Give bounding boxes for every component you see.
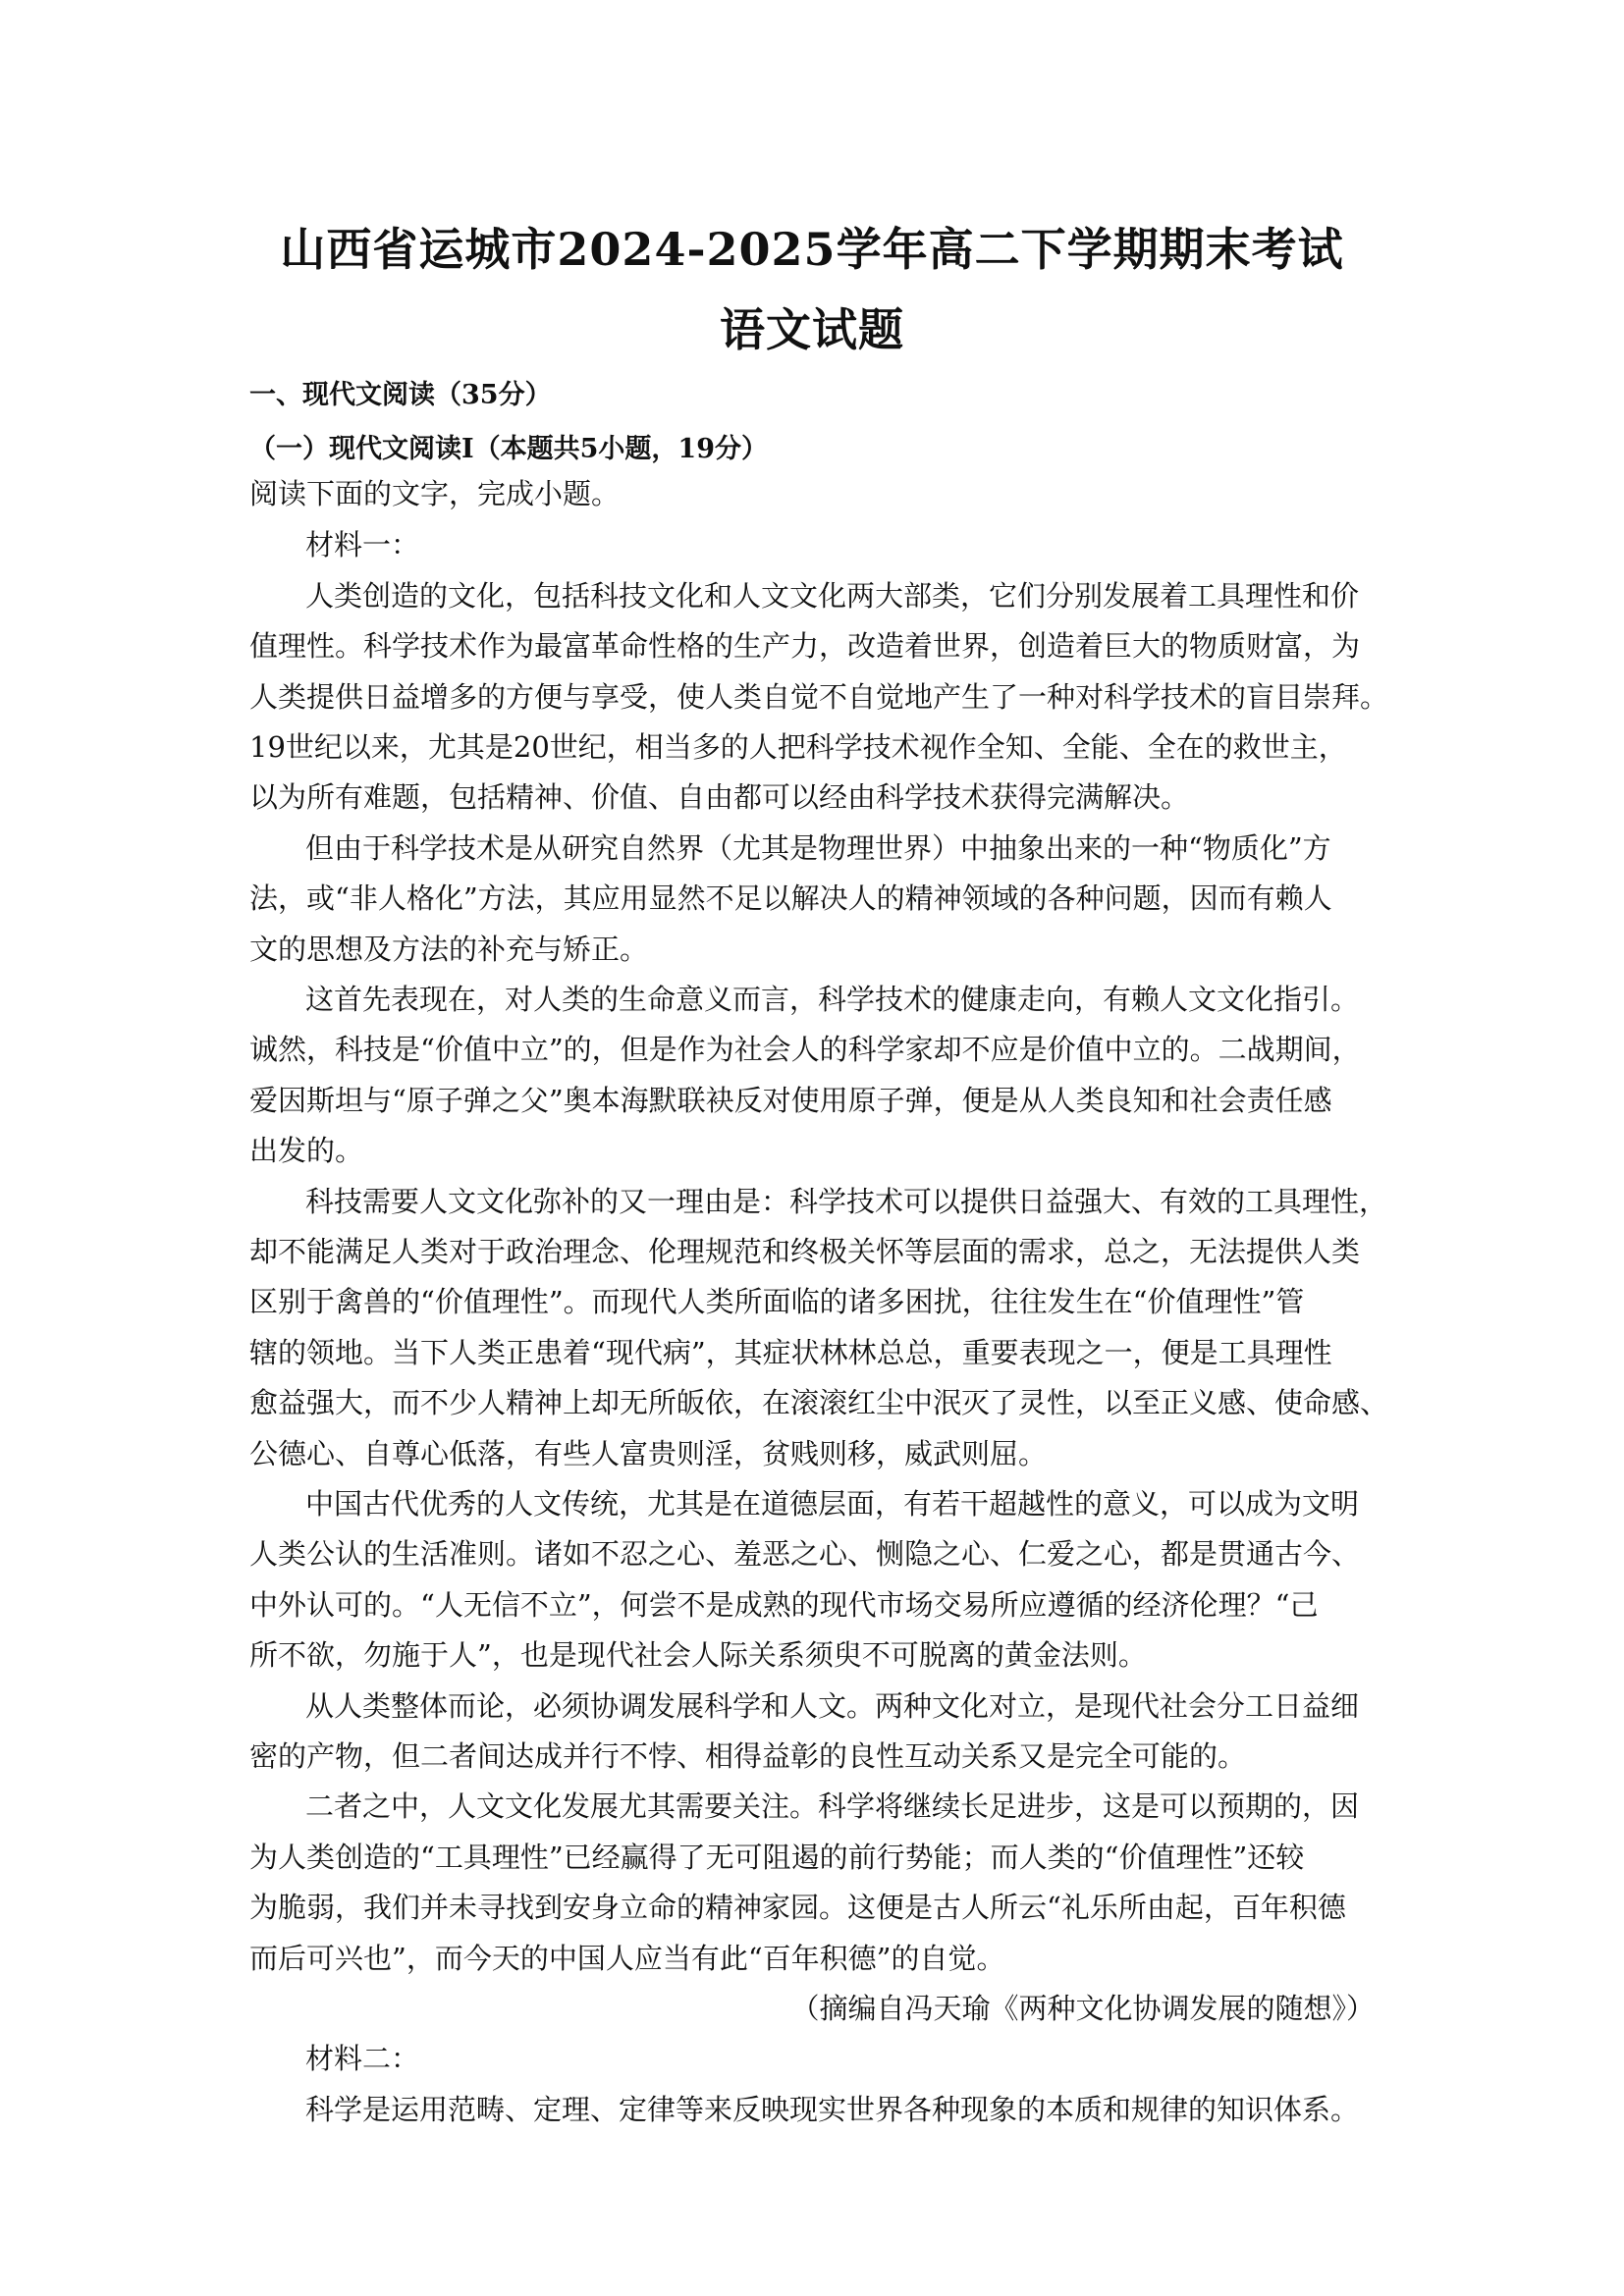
subsection-heading: （一）现代文阅读Ⅰ（本题共5小题，19分）: [249, 434, 768, 464]
paragraph-line: 却不能满足人类对于政治理念、伦理规范和终极关怀等层面的需求，总之，无法提供人类: [249, 1235, 1361, 1268]
paragraph-line: 科学是运用范畴、定理、定律等来反映现实世界各种现象的本质和规律的知识体系。: [305, 2093, 1360, 2126]
paragraph-line: 出发的。: [249, 1134, 364, 1167]
exam-subtitle: 语文试题: [720, 303, 904, 356]
paragraph-line: 人类创造的文化，包括科技文化和人文文化两大部类，它们分别发展着工具理性和价: [305, 579, 1360, 613]
paragraph-line: 这首先表现在，对人类的生命意义而言，科学技术的健康走向，有赖人文文化指引。: [305, 983, 1360, 1016]
paragraph-line: 中外认可的。“人无信不立”，何尝不是成熟的现代市场交易所应遵循的经济伦理？“己: [249, 1588, 1319, 1622]
source-citation: （摘编自冯天瑜《两种文化协调发展的随想》）: [790, 1992, 1375, 2025]
paragraph-line: 科技需要人文文化弥补的又一理由是：科学技术可以提供日益强大、有效的工具理性，: [305, 1185, 1388, 1218]
paragraph-line: 值理性。科学技术作为最富革命性格的生产力，改造着世界，创造着巨大的物质财富，为: [249, 629, 1361, 663]
section-heading: 一、现代文阅读（35分）: [249, 380, 552, 410]
paragraph-line: 爱因斯坦与“原子弹之父”奥本海默联袂反对使用原子弹，便是从人类良知和社会责任感: [249, 1084, 1332, 1117]
paragraph-line: 区别于禽兽的“价值理性”。而现代人类所面临的诸多困扰，往往发生在“价值理性”管: [249, 1285, 1305, 1318]
paragraph-line: 为人类创造的“工具理性”已经赢得了无可阻遏的前行势能；而人类的“价值理性”还较: [249, 1841, 1305, 1874]
paragraph-line: 而后可兴也”，而今天的中国人应当有此“百年积德”的自觉。: [249, 1942, 1005, 1975]
paragraph-line: 法，或“非人格化”方法，其应用显然不足以解决人的精神领域的各种问题，因而有赖人: [249, 881, 1332, 915]
paragraph-line: 愈益强大，而不少人精神上却无所皈依，在滚滚红尘中泯灭了灵性，以至正义感、使命感、: [249, 1386, 1389, 1419]
paragraph-line: 以为所有难题，包括精神、价值、自由都可以经由科学技术获得完满解决。: [249, 780, 1190, 814]
paragraph-line: 文的思想及方法的补充与矫正。: [249, 933, 649, 966]
exam-title: 山西省运城市2024-2025学年高二下学期期末考试: [280, 223, 1344, 276]
paragraph-line: 为脆弱，我们并未寻找到安身立命的精神家园。这便是古人所云“礼乐所由起，百年积德: [249, 1891, 1346, 1924]
instruction-text: 阅读下面的文字，完成小题。: [249, 477, 621, 510]
material-two-label: 材料二：: [305, 2042, 420, 2075]
paragraph-line: 二者之中，人文文化发展尤其需要关注。科学将继续长足进步，这是可以预期的，因: [305, 1789, 1360, 1823]
paragraph-line: 人类公认的生活准则。诸如不忍之心、羞恶之心、恻隐之心、仁爱之心，都是贯通古今、: [249, 1537, 1361, 1571]
paragraph-line: 公德心、自尊心低落，有些人富贵则淫，贫贱则移，威武则屈。: [249, 1437, 1048, 1470]
paragraph-line: 人类提供日益增多的方便与享受，使人类自觉不自觉地产生了一种对科学技术的盲目崇拜。: [249, 680, 1389, 714]
paragraph-line: 诚然，科技是“价值中立”的，但是作为社会人的科学家却不应是价值中立的。二战期间，: [249, 1033, 1361, 1066]
paragraph-line: 从人类整体而论，必须协调发展科学和人文。两种文化对立，是现代社会分工日益细: [305, 1689, 1360, 1723]
paragraph-line: 密的产物，但二者间达成并行不悖、相得益彰的良性互动关系又是完全可能的。: [249, 1739, 1247, 1773]
paragraph-line: 辖的领地。当下人类正患着“现代病”，其症状林林总总，重要表现之一，便是工具理性: [249, 1336, 1332, 1369]
material-one-label: 材料一：: [305, 528, 420, 561]
paragraph-line: 但由于科学技术是从研究自然界（尤其是物理世界）中抽象出来的一种“物质化”方: [305, 831, 1331, 865]
paragraph-line: 所不欲，勿施于人”，也是现代社会人际关系须臾不可脱离的黄金法则。: [249, 1638, 1147, 1672]
paragraph-line: 19世纪以来，尤其是20世纪，相当多的人把科学技术视作全知、全能、全在的救世主，: [249, 730, 1347, 764]
paragraph-line: 中国古代优秀的人文传统，尤其是在道德层面，有若干超越性的意义，可以成为文明: [305, 1487, 1360, 1521]
